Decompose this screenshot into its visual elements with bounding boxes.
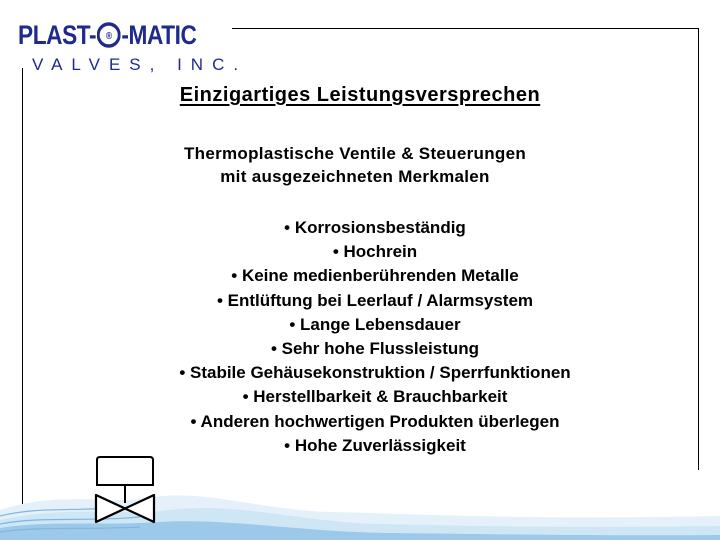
feature-item: • Sehr hohe Flussleistung bbox=[270, 339, 480, 359]
subtitle bbox=[0, 142, 710, 188]
logo-brand-left: PLAST- bbox=[18, 20, 97, 50]
frame-top-line bbox=[232, 28, 699, 29]
feature-item: • Herstellbarkeit & Brauchbarkeit bbox=[242, 387, 508, 407]
feature-item: • Korrosionsbeständig bbox=[284, 218, 466, 237]
page-title: Einzigartiges Leistungsversprechen bbox=[179, 84, 541, 106]
plast-o-matic-logo bbox=[18, 18, 248, 78]
subtitle-line-2: mit ausgezeichneten Merkmalen bbox=[220, 167, 490, 186]
feature-item: • Hohe Zuverlässigkeit bbox=[284, 435, 466, 455]
logo-o-circle-icon bbox=[97, 22, 121, 48]
logo-brand-right: -MATIC bbox=[121, 20, 197, 50]
feature-item: • Stabile Gehäusekonstruktion / Sperrfunktionen bbox=[179, 363, 571, 383]
feature-item: • Entlüftung bei Leerlauf / Alarmsystem bbox=[216, 290, 534, 310]
feature-item: • Hochrein bbox=[332, 242, 418, 262]
valve-symbol-icon bbox=[94, 455, 164, 527]
logo-registered-mark: ® bbox=[105, 30, 112, 42]
logo-wordmark bbox=[18, 20, 197, 51]
feature-list bbox=[0, 216, 720, 458]
feature-item: • Anderen hochwertigen Produkten überlegen bbox=[190, 411, 560, 431]
logo-subline: VALVES, INC. bbox=[32, 55, 248, 74]
subtitle-line-1: Thermoplastische Ventile & Steuerungen bbox=[183, 144, 527, 163]
feature-item: • Keine medienberührenden Metalle bbox=[231, 266, 519, 286]
feature-item: • Lange Lebensdauer bbox=[289, 314, 461, 334]
